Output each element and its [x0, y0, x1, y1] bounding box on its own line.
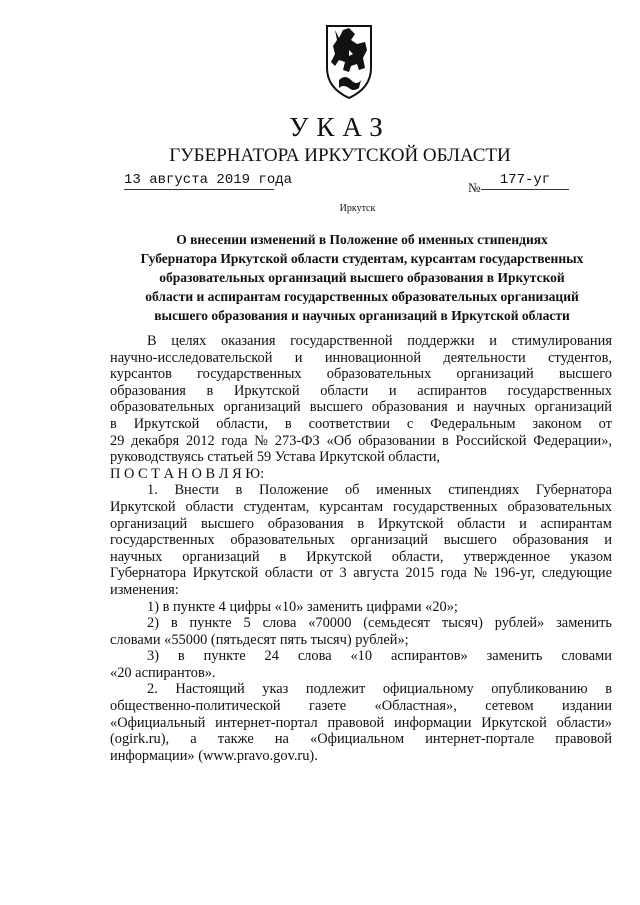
document-city: Иркутск	[339, 203, 376, 214]
body-line: научно-исследовательской и инновационной деятельности студентов,	[110, 349, 612, 366]
body-line: П О С Т А Н О В Л Я Ю:	[110, 465, 265, 482]
body-line: информации» (www.pravo.gov.ru).	[110, 747, 318, 764]
body-line: организаций высшего образования в Иркутской области и аспирантам	[110, 515, 612, 532]
body-line: образования в Иркутской области и аспирантов государственных	[110, 382, 612, 399]
issuer-title: ГУБЕРНАТОРА ИРКУТСКОЙ ОБЛАСТИ	[169, 145, 511, 166]
heading-line: О внесении изменений в Положение об именных стипендиях	[176, 232, 548, 247]
body-line: 29 декабря 2012 года № 273-ФЗ «Об образовании в Российской Федерации»,	[110, 432, 612, 449]
heading-line: образовательных организаций высшего образования в Иркутской	[159, 270, 565, 285]
body-line: 2) в пункте 5 слова «70000 (семьдесят тысяч) рублей» заменить	[147, 615, 612, 632]
body-line: государственных образовательных организаций высшего образования и	[110, 532, 612, 549]
body-line: образовательных организаций высшего образования и научных организаций	[110, 399, 612, 416]
body-line: 1) в пункте 4 цифры «10» заменить цифрами «20»;	[147, 598, 458, 615]
number-sign: №	[468, 180, 481, 195]
document-body	[110, 333, 612, 764]
body-line: «20 аспирантов».	[110, 664, 216, 681]
body-line: 3) в пункте 24 слова «10 аспирантов» заменить словами	[147, 648, 612, 665]
body-line: курсантов государственных образовательных организаций высшего	[110, 366, 612, 383]
body-line: научных организаций в Иркутской области, утвержденное указом	[110, 548, 612, 565]
body-line: в Иркутской области, в соответствии с Федеральным законом от	[110, 415, 612, 432]
document-number: 177-уг	[481, 172, 569, 190]
body-line: общественно-политической газете «Областная», сетевом издании	[110, 698, 612, 715]
document-heading	[112, 230, 612, 325]
body-line: руководствуясь статьей 59 Устава Иркутской области,	[110, 449, 440, 466]
body-line: словами «55000 (пятьдесят пять тысяч) рублей»;	[110, 631, 409, 648]
irkutsk-coat-of-arms-icon	[323, 22, 375, 102]
body-line: «Официальный интернет-портал правовой информации Иркутской области»	[110, 714, 612, 731]
body-line: 2. Настоящий указ подлежит официальному опубликованию в	[147, 681, 612, 698]
body-line: В целях оказания государственной поддержки и стимулирования	[147, 333, 612, 349]
body-line: 1. Внести в Положение об именных стипендиях Губернатора	[147, 482, 612, 499]
body-line: (ogirk.ru), а также на «Официальном интернет-портале правовой	[110, 731, 612, 748]
body-line: Иркутской области студентам, курсантам государственных образовательных	[110, 498, 612, 515]
document-date: 13 августа 2019 года	[124, 172, 293, 188]
heading-line: области и аспирантам государственных образовательных организаций	[145, 289, 579, 304]
heading-line: высшего образования и научных организаций в Иркутской области	[154, 308, 570, 323]
heading-line: Губернатора Иркутской области студентам, курсантам государственных	[140, 251, 584, 266]
document-type: УКАЗ	[289, 112, 391, 142]
body-line: изменения:	[110, 581, 179, 598]
body-line: Губернатора Иркутской области от 3 августа 2015 года № 196-уг, следующие	[110, 565, 612, 582]
